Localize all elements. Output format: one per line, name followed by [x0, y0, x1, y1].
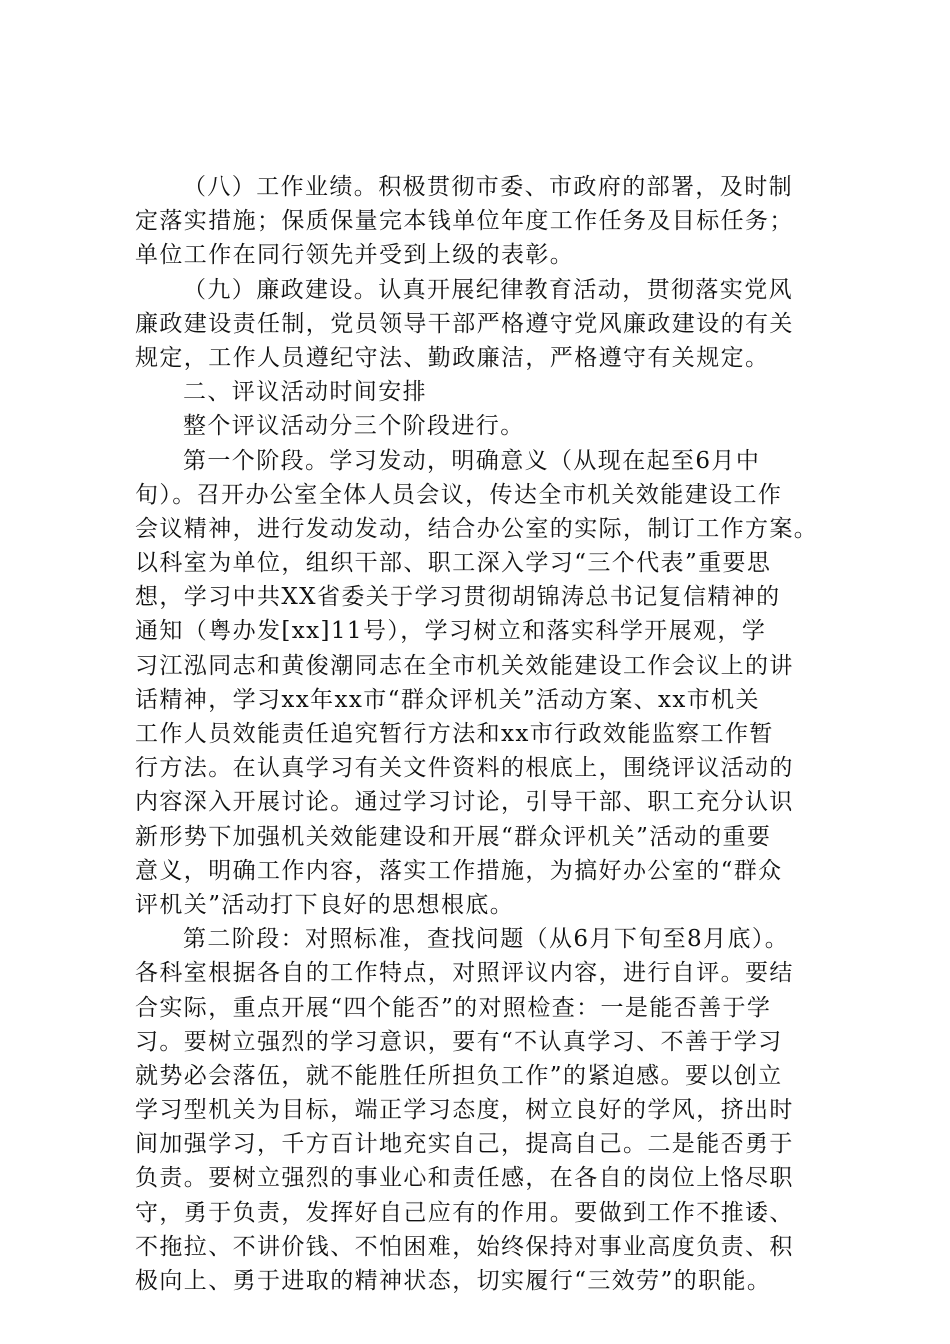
paragraph-line: 廉政建设责任制，党员领导干部严格遵守党风廉政建设的有关 — [135, 310, 794, 337]
paragraph-line: 间加强学习，千方百计地充实自己，提高自己。二是能否勇于 — [135, 1131, 794, 1158]
paragraph-first-line: 整个评议活动分三个阶段进行。 — [183, 413, 525, 440]
paragraph-line: 通知（粤办发[xx]11号），学习树立和落实科学开展观，学 — [135, 618, 767, 645]
paragraph-line: 以科室为单位，组织干部、职工深入学习“三个代表”重要思 — [135, 550, 772, 577]
paragraph-first-line: （九）廉政建设。认真开展纪律教育活动，贯彻落实党风 — [183, 276, 793, 303]
paragraph-line: 合实际，重点开展“四个能否”的对照检查：一是能否善于学 — [135, 994, 772, 1021]
paragraph-line: 不拖拉、不讲价钱、不怕困难，始终保持对事业高度负责、积 — [135, 1233, 794, 1260]
paragraph-line: 新形势下加强机关效能建设和开展“群众评机关”活动的重要 — [135, 823, 772, 850]
paragraph-line: 就势必会落伍，就不能胜任所担负工作”的紧迫感。要以创立 — [135, 1062, 783, 1089]
paragraph-line: 各科室根据各自的工作特点，对照评议内容，进行自评。要结 — [135, 960, 794, 987]
paragraph-line: 话精神，学习xx年xx市“群众评机关”活动方案、xx市机关 — [135, 686, 760, 713]
paragraph-first-line: 第二阶段：对照标准，查找问题（从6月下旬至8月底）。 — [183, 926, 790, 953]
paragraph-line: 规定，工作人员遵纪守法、勤政廉洁，严格遵守有关规定。 — [135, 344, 770, 371]
paragraph-line: 评机关”活动打下良好的思想根底。 — [135, 891, 515, 918]
paragraph-first-line: 第一个阶段。学习发动，明确意义（从现在起至6月中 — [183, 447, 761, 474]
document-body — [135, 170, 825, 1298]
paragraph-line: 学习型机关为目标，端正学习态度，树立良好的学风，挤出时 — [135, 1097, 794, 1124]
paragraph-line: 想，学习中共XX省委关于学习贯彻胡锦涛总书记复信精神的 — [135, 584, 781, 611]
paragraph-line: 内容深入开展讨论。通过学习讨论，引导干部、职工充分认识 — [135, 789, 794, 816]
paragraph-line: 极向上、勇于进取的精神状态，切实履行“三效劳”的职能。 — [135, 1268, 772, 1294]
paragraph-line: 会议精神，进行发动发动，结合办公室的实际，制订工作方案。 — [135, 515, 819, 542]
paragraph-line: 负责。要树立强烈的事业心和责任感，在各自的岗位上恪尽职 — [135, 1165, 794, 1192]
paragraph-line: 习江泓同志和黄俊潮同志在全市机关效能建设工作会议上的讲 — [135, 652, 794, 679]
paragraph-first-line: 二、评议活动时间安排 — [183, 379, 427, 406]
paragraph-first-line: （八）工作业绩。积极贯彻市委、市政府的部署，及时制 — [183, 174, 793, 200]
paragraph-line: 习。要树立强烈的学习意识，要有“不认真学习、不善于学习 — [135, 1028, 783, 1055]
paragraph-line: 意义，明确工作内容，落实工作措施，为搞好办公室的“群众 — [135, 857, 783, 884]
paragraph-line: 行方法。在认真学习有关文件资料的根底上，围绕评议活动的 — [135, 755, 794, 782]
paragraph-line: 定落实措施；保质保量完本钱单位年度工作任务及目标任务； — [135, 208, 794, 235]
paragraph-line: 单位工作在同行领先并受到上级的表彰。 — [135, 242, 575, 269]
paragraph-line: 工作人员效能责任追究暂行方法和xx市行政效能监察工作暂 — [135, 721, 774, 747]
paragraph-line: 守，勇于负责，发挥好自己应有的作用。要做到工作不推诿、 — [135, 1199, 794, 1226]
paragraph-line: 旬）。召开办公室全体人员会议，传达全市机关效能建设工作 — [135, 481, 783, 508]
